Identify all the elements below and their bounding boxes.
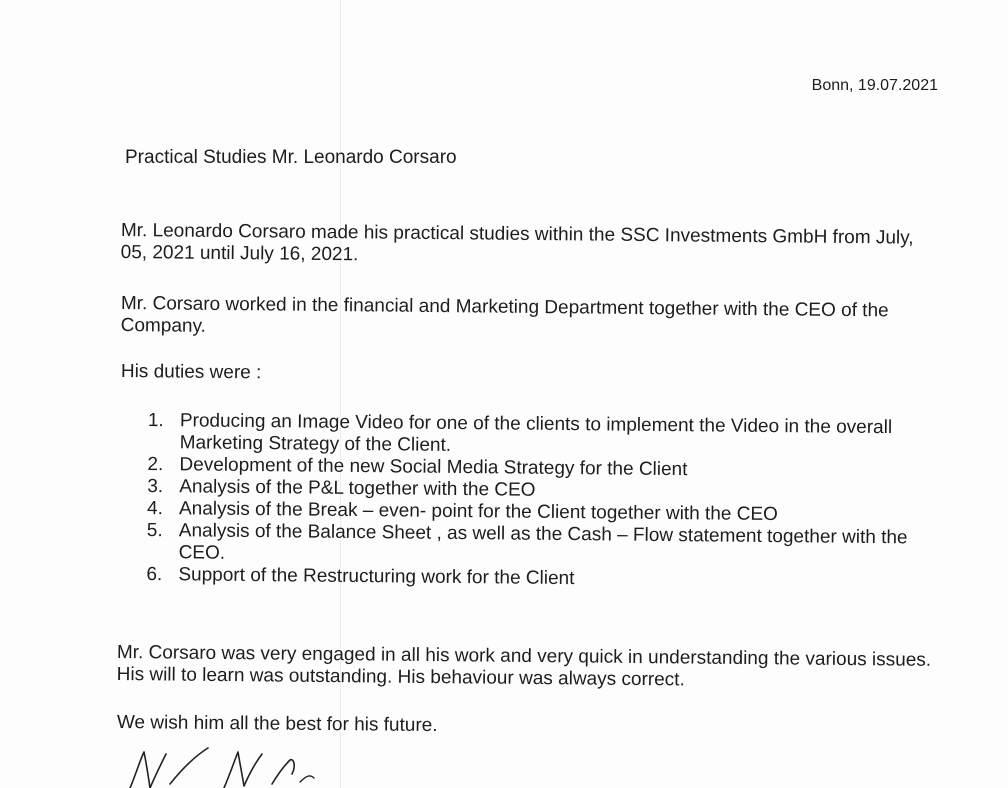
list-item-text: Analysis of the Balance Sheet , as well as the Cash – Flow statement together with the CEO.: [178, 520, 908, 564]
letter-date: Bonn, 19.07.2021: [811, 77, 938, 94]
list-item-text: Producing an Image Video for one of the clients to implement the Video in the overall Marketing Strategy of the Client.: [179, 410, 893, 456]
list-item-number: 1.: [147, 410, 164, 432]
list-item-number: 3.: [147, 475, 164, 498]
list-item-number: 5.: [146, 519, 163, 542]
list-item-number: 4.: [146, 497, 164, 520]
duties-intro: His duties were :: [120, 361, 262, 384]
list-item-text: Analysis of the Break – even- point for the Client together with the CEO: [178, 498, 778, 526]
list-item-text: Support of the Restructuring work for the Client: [178, 564, 575, 590]
list-item-text: Analysis of the P&L together with the CEO: [179, 476, 536, 501]
list-item-number: 6.: [146, 563, 163, 586]
department-paragraph: Mr. Corsaro worked in the financial and Marketing Department together with the CEO of the Company.: [120, 293, 889, 337]
closing-line: We wish him all the best for his future.: [116, 712, 438, 737]
evaluation-paragraph: Mr. Corsaro was very engaged in all his work and very quick in understanding the various issues. His will to learn was outstanding. His behaviour was always correct.: [116, 642, 932, 691]
list-item: [147, 520, 947, 572]
handwritten-signature: [122, 744, 332, 788]
list-item-number: 2.: [147, 453, 164, 476]
list-item: [148, 410, 948, 462]
list-item-text: Development of the new Social Media Strategy for the Client: [179, 454, 688, 481]
duties-list: [146, 410, 948, 594]
intro-paragraph: Mr. Leonardo Corsaro made his practical studies within the SSC Investments GmbH from July, 05, 2021 until July 16, 2021.: [120, 220, 914, 266]
letter-subject: Practical Studies Mr. Leonardo Corsaro: [125, 147, 457, 168]
